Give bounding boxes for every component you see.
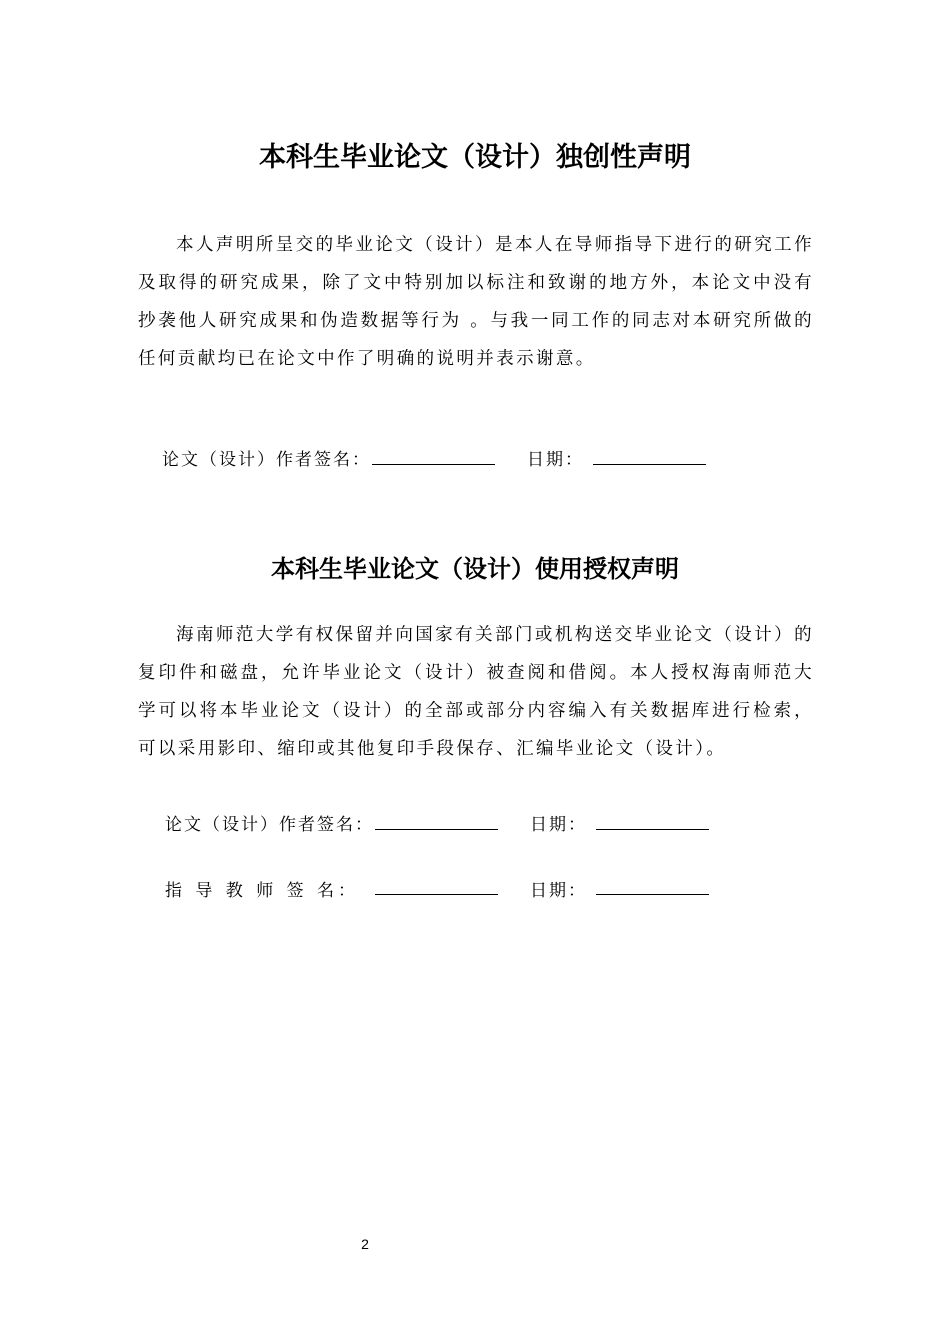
date-line-3 <box>596 894 709 895</box>
advisor-signature-line <box>375 894 498 895</box>
authorization-declaration-title: 本科生毕业论文（设计）使用授权声明 <box>271 555 679 583</box>
date-label-2: 日期： <box>530 815 587 835</box>
authorization-declaration-body: 海南师范大学有权保留并向国家有关部门或机构送交毕业论文（设计）的复印件和磁盘，允许毕业论文（设计）被查阅和借阅。本人授权海南师范大学可以将本毕业论文（设计）的全部或部分内容编入有关数据库进行检索，可以采用影印、缩印或其他复印手段保存、汇编毕业论文（设计）。 <box>138 625 814 759</box>
originality-declaration-body: 本人声明所呈交的毕业论文（设计）是本人在导师指导下进行的研究工作及取得的研究成果，除了文中特别加以标注和致谢的地方外，本论文中没有抄袭他人研究成果和伪造数据等行为 。与我一同工作的同志对本研究所做的任何贡献均已在论文中作了明确的说明并表示谢意。 <box>138 235 814 369</box>
date-label-3: 日期： <box>530 881 587 901</box>
date-line-1 <box>593 464 706 465</box>
page-number: 2 <box>361 1236 369 1252</box>
author-signature-line-2 <box>375 829 498 830</box>
advisor-signature-label: 指 导 教 师 签 名： <box>165 881 360 901</box>
date-label-1: 日期： <box>527 450 584 470</box>
date-line-2 <box>596 829 709 830</box>
author-signature-label-2: 论文（设计）作者签名： <box>165 815 374 835</box>
author-signature-line-1 <box>372 464 495 465</box>
author-signature-label-1: 论文（设计）作者签名： <box>162 450 371 470</box>
originality-declaration-title: 本科生毕业论文（设计）独创性声明 <box>259 142 691 173</box>
